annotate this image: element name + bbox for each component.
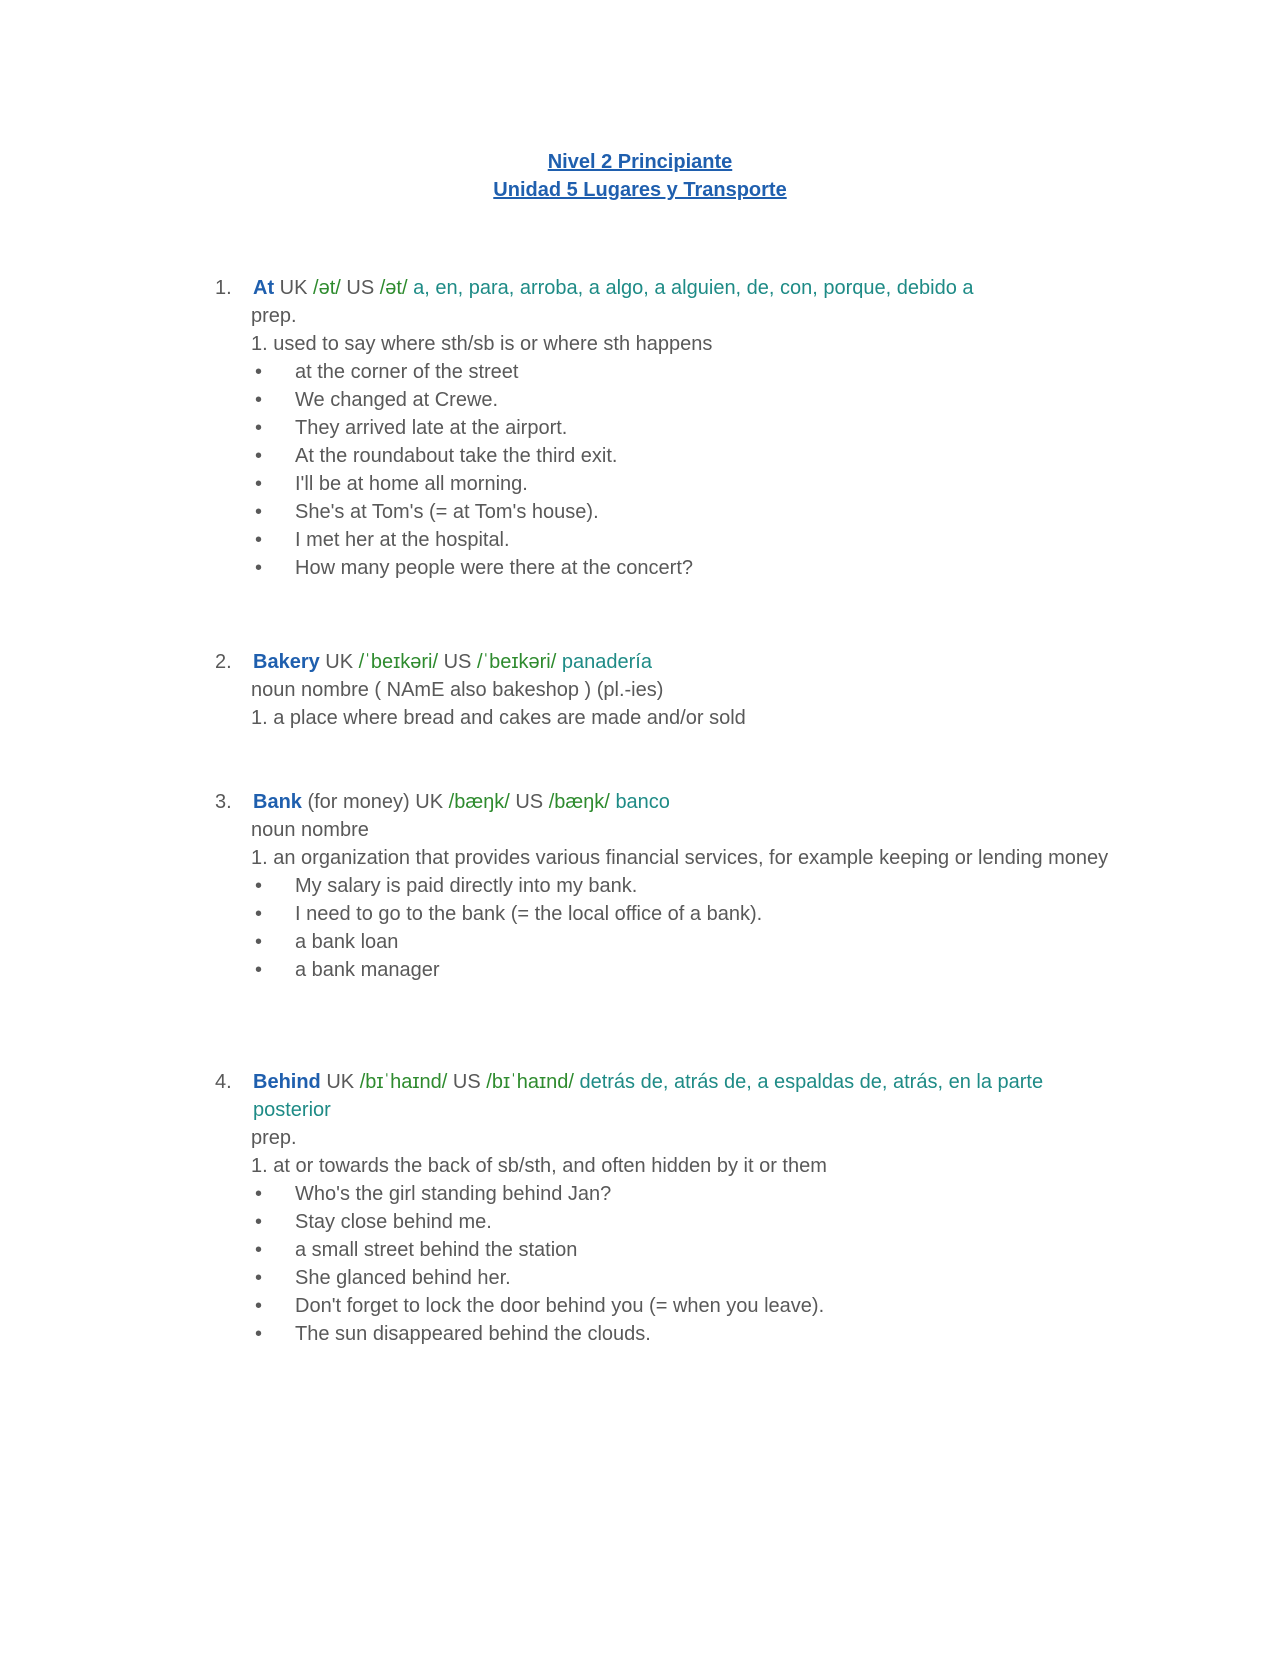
us-pronunciation: /ˈbeɪkəri/	[476, 651, 557, 673]
bullet-icon: •	[255, 361, 263, 383]
vocab-entry-bank	[215, 788, 1115, 984]
example-item: • I met her at the hospital.	[215, 526, 1115, 554]
bullet-icon: •	[255, 557, 263, 579]
bullet-icon: •	[255, 903, 263, 925]
example-item: • Stay close behind me.	[215, 1208, 1115, 1236]
translation: a, en, para, arroba, a algo, a alguien, de, con, porque, debido a	[413, 277, 974, 299]
definition: 1. used to say where sth/sb is or where sth happens	[251, 333, 713, 355]
vocab-entry-at	[215, 274, 1115, 582]
bullet-icon: •	[255, 1295, 263, 1317]
uk-label: UK	[325, 651, 354, 673]
us-label: US	[515, 791, 544, 813]
entry-headline	[215, 274, 1115, 302]
entry-number: 2.	[215, 651, 232, 673]
uk-label: UK	[326, 1071, 355, 1093]
part-of-speech: prep.	[251, 305, 297, 327]
example-item: • at the corner of the street	[215, 358, 1115, 386]
example-item: • I need to go to the bank (= the local office of a bank).	[215, 900, 1115, 928]
bullet-icon: •	[255, 1323, 263, 1345]
bullet-icon: •	[255, 959, 263, 981]
example-item: • My salary is paid directly into my bank.	[215, 872, 1115, 900]
vocab-entry-behind	[215, 1068, 1115, 1348]
example-item: • At the roundabout take the third exit.	[215, 442, 1115, 470]
example-item: • They arrived late at the airport.	[215, 414, 1115, 442]
bullet-icon: •	[255, 1211, 263, 1233]
headword: Bakery	[253, 651, 320, 673]
example-item: • a bank manager	[215, 956, 1115, 984]
us-label: US	[452, 1071, 481, 1093]
bullet-icon: •	[255, 417, 263, 439]
example-item: • a small street behind the station	[215, 1236, 1115, 1264]
entry-headline	[215, 1068, 1115, 1124]
title-level: Nivel 2 Principiante	[547, 151, 733, 173]
translation: panadería	[561, 651, 652, 673]
part-of-speech: noun nombre	[251, 819, 369, 841]
example-list	[215, 872, 1115, 984]
bullet-icon: •	[255, 389, 263, 411]
uk-pronunciation: /bɪˈhaɪnd/	[359, 1071, 448, 1093]
bullet-icon: •	[255, 931, 263, 953]
entry-headline	[215, 788, 1115, 816]
entry-number: 4.	[215, 1071, 232, 1093]
example-item: • The sun disappeared behind the clouds.	[215, 1320, 1115, 1348]
example-item: • Who's the girl standing behind Jan?	[215, 1180, 1115, 1208]
example-item: • We changed at Crewe.	[215, 386, 1115, 414]
uk-label: UK	[279, 277, 308, 299]
bullet-icon: •	[255, 875, 263, 897]
document-title	[0, 148, 1280, 204]
us-label: US	[443, 651, 472, 673]
bullet-icon: •	[255, 1183, 263, 1205]
uk-label: UK	[415, 791, 444, 813]
bullet-icon: •	[255, 501, 263, 523]
example-item: • She glanced behind her.	[215, 1264, 1115, 1292]
us-pronunciation: /bæŋk/	[548, 791, 610, 813]
vocab-entry-bakery	[215, 648, 1115, 732]
us-pronunciation: /ət/	[379, 277, 408, 299]
headword: Bank	[253, 791, 302, 813]
bullet-icon: •	[255, 445, 263, 467]
part-of-speech: noun nombre ( NAmE also bakeshop ) (pl.-ies)	[251, 679, 664, 701]
definition: 1. an organization that provides various financial services, for example keeping or lending money	[251, 847, 1109, 869]
us-pronunciation: /bɪˈhaɪnd/	[486, 1071, 574, 1093]
bullet-icon: •	[255, 473, 263, 495]
example-item: • Don't forget to lock the door behind you (= when you leave).	[215, 1292, 1115, 1320]
uk-pronunciation: /ət/	[313, 277, 341, 299]
example-item: • She's at Tom's (= at Tom's house).	[215, 498, 1115, 526]
us-label: US	[346, 277, 375, 299]
uk-pronunciation: /ˈbeɪkəri/	[358, 651, 439, 673]
bullet-icon: •	[255, 1267, 263, 1289]
bullet-icon: •	[255, 529, 263, 551]
uk-pronunciation: /bæŋk/	[448, 791, 510, 813]
headword-qualifier: (for money)	[307, 791, 410, 813]
headword: At	[253, 277, 275, 299]
definition: 1. at or towards the back of sb/sth, and often hidden by it or them	[251, 1155, 827, 1177]
headword: Behind	[253, 1071, 321, 1093]
bullet-icon: •	[255, 1239, 263, 1261]
entry-headline	[215, 648, 1115, 676]
part-of-speech: prep.	[251, 1127, 297, 1149]
entry-number: 1.	[215, 277, 232, 299]
example-list	[215, 358, 1115, 582]
example-item: • a bank loan	[215, 928, 1115, 956]
example-item: • How many people were there at the concert?	[215, 554, 1115, 582]
definition: 1. a place where bread and cakes are made and/or sold	[251, 707, 746, 729]
example-list	[215, 1180, 1115, 1348]
translation: banco	[615, 791, 670, 813]
translation: detrás de, atrás de, a espaldas de, atrás, en la parte posterior	[253, 1071, 1044, 1121]
title-unit: Unidad 5 Lugares y Transporte	[493, 179, 787, 201]
example-item: • I'll be at home all morning.	[215, 470, 1115, 498]
entry-number: 3.	[215, 791, 232, 813]
